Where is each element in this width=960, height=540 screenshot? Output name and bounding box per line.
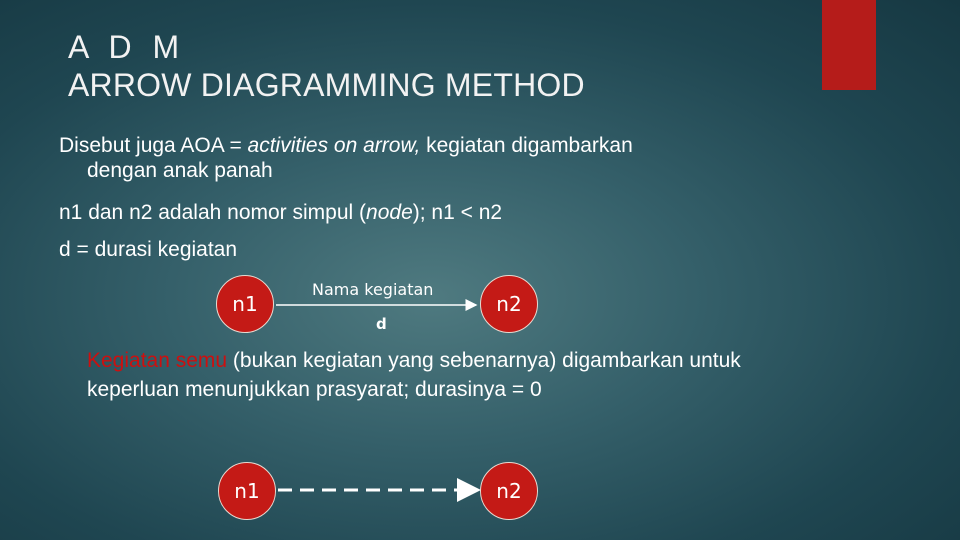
dummy-node-n2: n2	[480, 462, 538, 520]
dummy-activity-term: Kegiatan semu	[87, 349, 228, 372]
paragraph-aoa	[59, 133, 819, 183]
node-n1: n1	[216, 275, 274, 333]
paragraph-node-part1: n1 dan n2 adalah nomor simpul (	[59, 201, 367, 224]
paragraph-aoa-part2: kegiatan digambarkan	[420, 134, 633, 157]
duration-label: d	[376, 315, 387, 333]
paragraph-aoa-part1: Disebut juga AOA =	[59, 134, 248, 157]
paragraph-dummy-text: (bukan kegiatan yang sebenarnya) digambarkan untuk keperluan menunjukkan prasyarat; durasinya = 0	[87, 349, 741, 401]
title-line-1: A D M	[68, 29, 186, 65]
slide-title	[68, 28, 585, 104]
paragraph-dummy	[87, 346, 787, 404]
paragraph-node-part2: ); n1 < n2	[412, 201, 503, 224]
paragraph-aoa-continuation: dengan anak panah	[87, 159, 273, 182]
paragraph-node-italic: node	[366, 201, 413, 224]
title-line-2: ARROW DIAGRAMMING METHOD	[68, 67, 585, 103]
accent-bar	[822, 0, 876, 90]
paragraph-aoa-italic: activities on arrow,	[247, 134, 421, 157]
dummy-node-n1: n1	[218, 462, 276, 520]
paragraph-duration: d = durasi kegiatan	[59, 238, 238, 261]
activity-label: Nama kegiatan	[312, 280, 434, 299]
node-n2: n2	[480, 275, 538, 333]
paragraph-node	[59, 200, 502, 225]
